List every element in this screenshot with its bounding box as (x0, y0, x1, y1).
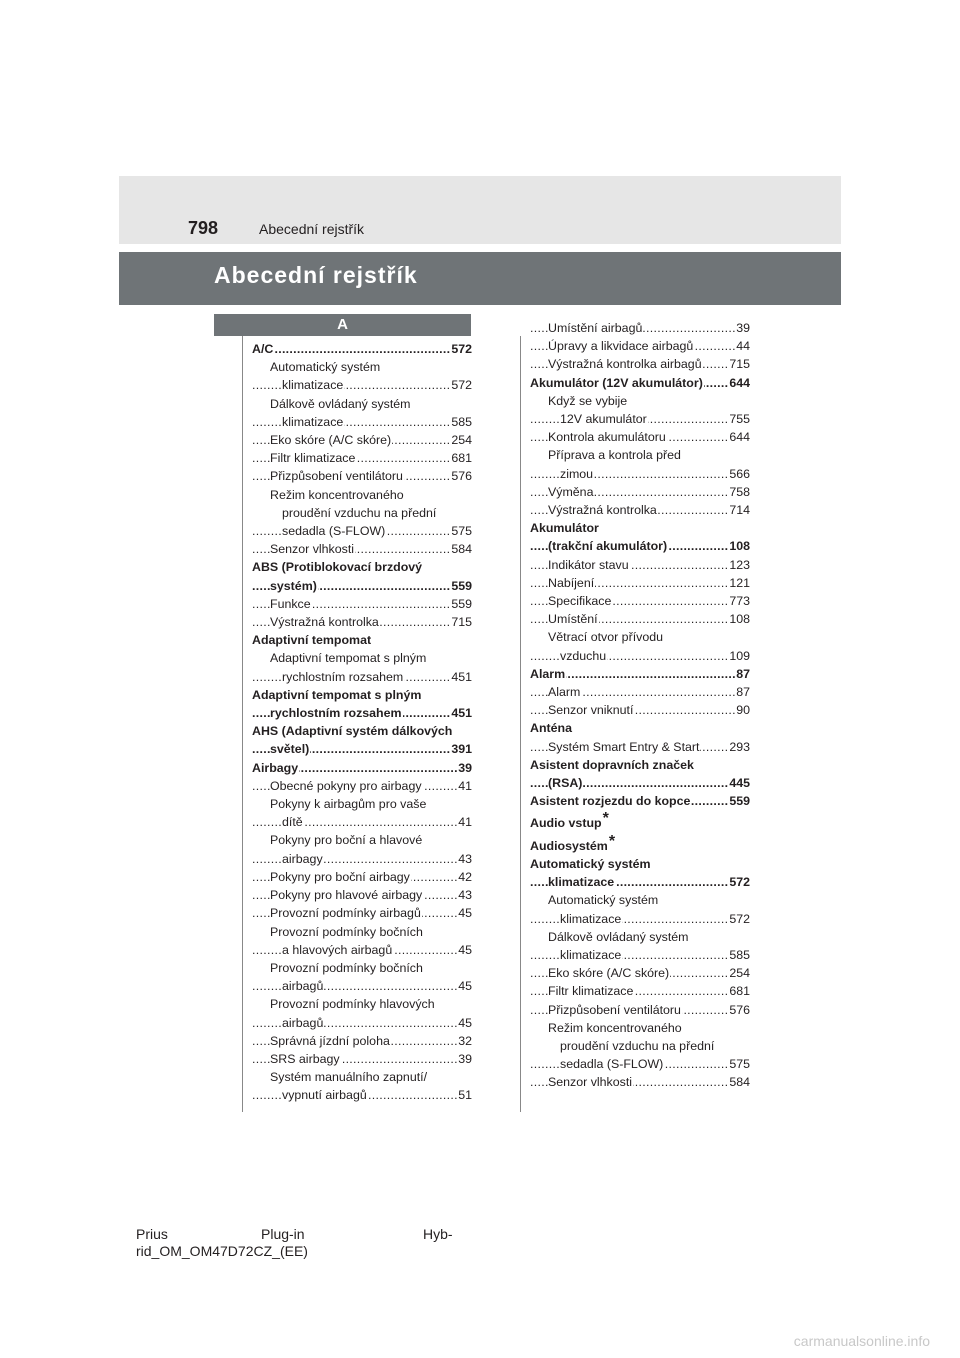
index-entry-text: klimatizace (282, 414, 344, 429)
index-entry-text: (trakční akumulátor) (548, 539, 668, 554)
index-entry (252, 850, 472, 868)
index-entry-text: Adaptivní tempomat s plným (270, 651, 427, 666)
index-page-ref: 681 (450, 449, 472, 467)
index-entry (530, 355, 750, 373)
index-entry-text: Když se vybije (548, 393, 628, 408)
index-entry (252, 886, 472, 904)
index-entry (252, 376, 472, 394)
index-entry (252, 1086, 472, 1104)
index-entry (530, 537, 750, 555)
index-page-ref: 584 (450, 540, 472, 558)
index-page-ref: 559 (450, 577, 472, 595)
index-entry-text: Funkce (270, 596, 311, 611)
index-entry (530, 701, 750, 719)
index-page-ref: 559 (450, 595, 472, 613)
index-entry-text: Senzor vlhkosti (270, 542, 355, 557)
index-entry (530, 665, 750, 683)
index-page-ref: 755 (728, 410, 750, 428)
index-page-ref: 566 (728, 465, 750, 483)
asterisk-icon: * (608, 832, 616, 850)
index-page-ref: 43 (457, 850, 472, 868)
index-entry (252, 759, 472, 777)
index-entry-text: Výstražná kontrolka airbagů (548, 357, 702, 372)
index-page-ref: 584 (728, 1073, 750, 1091)
index-entry-text: Audiosystém (530, 838, 608, 853)
index-page-ref: 644 (728, 428, 750, 446)
index-entry-text: Adaptivní tempomat (252, 633, 372, 648)
index-entry (530, 873, 750, 891)
index-entry-text: Adaptivní tempomat s plným (252, 687, 422, 702)
index-page-ref: 45 (457, 977, 472, 995)
index-page-ref: 39 (457, 1050, 472, 1068)
index-entry-text: Pokyny pro boční airbagy (270, 869, 410, 884)
index-entry-text: Pokyny pro hlavové airbagy (270, 888, 423, 903)
index-entry-text: klimatizace (282, 378, 344, 393)
index-entry-text: proudění vzduchu na přední (282, 505, 437, 520)
index-entry-text: Eko skóre (A/C skóre) (548, 966, 670, 981)
index-entry (530, 833, 750, 855)
index-entry-text: Nabíjení (548, 575, 595, 590)
index-entry (252, 413, 472, 431)
index-entry (252, 777, 472, 795)
index-entry-text: Provozní podmínky bočních (270, 924, 423, 939)
index-entry (530, 810, 750, 832)
index-entry-text: Přizpůsobení ventilátoru (270, 469, 403, 484)
index-entry-text: Anténa (530, 721, 572, 736)
index-entry (530, 647, 750, 665)
index-page-ref: 714 (728, 501, 750, 519)
index-entry-text: Asistent dopravních značek (530, 757, 694, 772)
index-page-ref: 45 (457, 904, 472, 922)
index-entry-text: dítě (282, 815, 303, 830)
index-page-ref: 51 (457, 1086, 472, 1104)
section-letter: A (214, 314, 471, 336)
index-entry (530, 628, 750, 646)
index-entry-text: airbagů (282, 1015, 324, 1030)
index-page-ref: 773 (728, 592, 750, 610)
index-entry-text: Úpravy a likvidace airbagů (548, 339, 694, 354)
index-entry (252, 467, 472, 485)
index-page-ref: 451 (450, 704, 472, 722)
index-entry-text: Alarm (530, 666, 566, 681)
index-entry-text: Příprava a kontrola před (548, 448, 681, 463)
index-page-ref: 758 (728, 483, 750, 501)
index-entry (252, 831, 472, 849)
index-page-ref: 87 (735, 683, 750, 701)
index-entry-text: sedadla (S-FLOW) (282, 524, 386, 539)
index-entry (530, 501, 750, 519)
index-page-ref: 108 (728, 537, 750, 555)
index-entry (252, 722, 472, 740)
index-page-ref: 45 (457, 1014, 472, 1032)
index-entry (252, 1050, 472, 1068)
index-entry (530, 1073, 750, 1091)
index-entry-text: rychlostním rozsahem (270, 706, 402, 721)
index-entry-text: Umístění airbagů (548, 321, 643, 335)
index-entry-text: Provozní podmínky bočních (270, 960, 423, 975)
footer-variant: Plug-in (261, 1226, 305, 1242)
index-entry-text: airbagy (282, 851, 323, 866)
index-entry-text: Filtr klimatizace (548, 984, 634, 999)
index-entry-text: Eko skóre (A/C skóre) (270, 433, 392, 448)
index-entry (252, 941, 472, 959)
index-entry (252, 631, 472, 649)
index-entry-text: vypnutí airbagů (282, 1088, 367, 1103)
index-entry (530, 519, 750, 537)
index-entry (252, 540, 472, 558)
index-page-ref: 585 (728, 946, 750, 964)
index-entry-text: vzduchu (560, 648, 607, 663)
index-page-ref: 644 (728, 374, 750, 392)
index-entry-text: Systém manuálního zapnutí/ (270, 1070, 428, 1085)
index-entry-text: Indikátor stavu (548, 557, 629, 572)
index-page-ref: 254 (450, 431, 472, 449)
index-entry-text: AHS (Adaptivní systém dálkových (252, 724, 453, 739)
index-page-ref: 576 (450, 467, 472, 485)
index-entry-text: rychlostním rozsahem (282, 669, 404, 684)
index-entry (252, 431, 472, 449)
index-entry-text: Filtr klimatizace (270, 451, 356, 466)
index-page-ref: 108 (728, 610, 750, 628)
index-entry (530, 374, 750, 392)
index-entry-text: Pokyny k airbagům pro vaše (270, 797, 427, 812)
column-divider-left (242, 336, 243, 1112)
index-entry-text: ABS (Protiblokovací brzdový (252, 560, 423, 575)
index-entry (252, 595, 472, 613)
index-entry-text: Alarm (548, 685, 581, 700)
index-page-ref: 575 (728, 1055, 750, 1073)
index-entry-text: 12V akumulátor (560, 412, 647, 427)
index-entry (530, 592, 750, 610)
index-entry-text: Provozní podmínky airbagů (270, 906, 421, 921)
index-entry-text: Dálkově ovládaný systém (548, 929, 689, 944)
index-entry (530, 910, 750, 928)
index-page-ref: 576 (728, 1001, 750, 1019)
index-entry (530, 855, 750, 873)
page-number: 798 (188, 218, 219, 238)
index-page-ref: 391 (450, 740, 472, 758)
index-entry (252, 613, 472, 631)
index-entry-text: Obecné pokyny pro airbagy (270, 778, 422, 793)
index-entry-text: Správná jízdní poloha (270, 1033, 390, 1048)
index-entry (252, 449, 472, 467)
index-page-ref: 39 (735, 319, 750, 337)
index-page-ref: 451 (450, 668, 472, 686)
index-entry (252, 577, 472, 595)
index-entry (252, 668, 472, 686)
index-entry-text: klimatizace (560, 911, 622, 926)
index-column-2 (530, 319, 750, 1092)
index-entry (530, 465, 750, 483)
index-entry-text: Přizpůsobení ventilátoru (548, 1002, 681, 1017)
index-entry-text: Automatický systém (270, 360, 381, 375)
index-page-ref: 44 (735, 337, 750, 355)
index-entry-text: klimatizace (560, 947, 622, 962)
index-entry-text: Dálkově ovládaný systém (270, 396, 411, 411)
index-entry (252, 959, 472, 977)
index-column-1 (252, 340, 472, 1105)
index-entry (530, 337, 750, 355)
index-entry (530, 410, 750, 428)
index-page-ref: 109 (728, 647, 750, 665)
index-entry (252, 923, 472, 941)
index-entry-text: Senzor vlhkosti (548, 1075, 633, 1090)
index-page-ref: 681 (728, 982, 750, 1000)
index-entry-text: Airbagy (252, 760, 299, 775)
header-band (119, 176, 841, 244)
index-entry (252, 358, 472, 376)
index-page-ref: 715 (728, 355, 750, 373)
index-page-ref: 90 (735, 701, 750, 719)
index-entry-text: Režim koncentrovaného (270, 487, 404, 502)
index-page-ref: 715 (450, 613, 472, 631)
index-entry-text: Systém Smart Entry & Start (548, 739, 700, 754)
index-entry (252, 558, 472, 576)
index-entry-text: Senzor vniknutí (548, 703, 634, 718)
index-entry-text: světel) (270, 742, 310, 757)
index-entry-text: Asistent rozjezdu do kopce (530, 794, 691, 809)
footer-type: Hyb- (423, 1226, 453, 1242)
index-page-ref: 43 (457, 886, 472, 904)
index-entry (252, 813, 472, 831)
index-page-ref: 32 (457, 1032, 472, 1050)
index-entry (530, 719, 750, 737)
index-entry (252, 686, 472, 704)
index-entry (252, 740, 472, 758)
index-entry (530, 1037, 750, 1055)
index-entry-text: a hlavových airbagů (282, 942, 393, 957)
index-page-ref: 445 (728, 774, 750, 792)
index-page-ref: 572 (728, 873, 750, 891)
index-page-ref: 45 (457, 941, 472, 959)
index-entry-text: Audio vstup (530, 816, 602, 831)
index-entry (252, 340, 472, 358)
index-entry-text: klimatizace (548, 875, 615, 890)
index-entry (252, 904, 472, 922)
index-entry-text: (RSA) (548, 776, 583, 791)
index-entry (530, 1055, 750, 1073)
index-entry (252, 977, 472, 995)
index-entry-text: Akumulátor (12V akumulátor) (530, 375, 703, 390)
index-entry-text: systém) (270, 578, 317, 593)
index-page-ref: 41 (457, 813, 472, 831)
index-entry (252, 522, 472, 540)
index-entry-text: Režim koncentrovaného (548, 1020, 682, 1035)
index-entry (252, 795, 472, 813)
index-entry-text: Umístění (548, 612, 598, 627)
index-entry (252, 704, 472, 722)
index-page-ref: 254 (728, 964, 750, 982)
index-entry-text: Automatický systém (530, 856, 651, 871)
index-entry-text: zimou (560, 466, 594, 481)
index-page-ref: 572 (450, 376, 472, 394)
index-entry (530, 683, 750, 701)
index-page-ref: 121 (728, 574, 750, 592)
index-entry-text: Akumulátor (530, 521, 599, 536)
index-page-ref: 572 (450, 340, 472, 358)
index-page-ref: 559 (728, 792, 750, 810)
index-entry (530, 792, 750, 810)
index-entry-text: Pokyny pro boční a hlavové (270, 833, 423, 848)
index-entry (530, 1001, 750, 1019)
index-entry (530, 738, 750, 756)
index-entry-text: Větrací otvor přívodu (548, 630, 664, 645)
index-entry (252, 995, 472, 1013)
index-entry-text: Výměna (548, 484, 594, 499)
index-entry (252, 1032, 472, 1050)
index-entry-text: SRS airbagy (270, 1051, 340, 1066)
index-entry (530, 982, 750, 1000)
index-entry-text: Kontrola akumulátoru (548, 430, 666, 445)
index-entry (530, 574, 750, 592)
column-divider-middle (520, 336, 521, 1112)
index-entry-text: Výstražná kontrolka (548, 503, 657, 518)
index-entry-text: Výstražná kontrolka (270, 615, 379, 630)
index-page-ref: 41 (457, 777, 472, 795)
footer-model: Prius (136, 1226, 168, 1242)
index-entry-text: sedadla (S-FLOW) (560, 1057, 664, 1072)
asterisk-icon: * (602, 810, 609, 828)
index-entry (530, 774, 750, 792)
index-entry (530, 946, 750, 964)
index-page-ref: 572 (728, 910, 750, 928)
index-entry (252, 1068, 472, 1086)
index-entry-text: Provozní podmínky hlavových (270, 997, 435, 1012)
index-entry (530, 428, 750, 446)
index-entry (252, 868, 472, 886)
index-entry (530, 392, 750, 410)
running-title: Abecední rejstřík (259, 221, 365, 237)
index-entry-text: Specifikace (548, 594, 612, 609)
watermark: carmanualsonline.info (793, 1333, 930, 1349)
index-entry (530, 756, 750, 774)
index-page-ref: 575 (450, 522, 472, 540)
index-entry (530, 446, 750, 464)
index-entry-text: Automatický systém (548, 893, 659, 908)
index-page-ref: 39 (457, 759, 472, 777)
index-entry (530, 928, 750, 946)
index-entry (530, 964, 750, 982)
index-entry (530, 891, 750, 909)
index-entry (530, 610, 750, 628)
footer-code: rid_OM_OM47D72CZ_(EE) (136, 1243, 308, 1259)
index-page-ref: 585 (450, 413, 472, 431)
page-title: Abecední rejstřík (214, 262, 418, 288)
index-entry (530, 319, 750, 337)
index-entry-text: proudění vzduchu na přední (560, 1038, 715, 1053)
index-page-ref: 123 (728, 556, 750, 574)
index-entry (530, 1019, 750, 1037)
index-entry (252, 486, 472, 504)
index-entry (530, 556, 750, 574)
index-entry (530, 483, 750, 501)
index-entry (252, 395, 472, 413)
index-page-ref: 293 (728, 738, 750, 756)
index-entry (252, 1014, 472, 1032)
index-entry (252, 504, 472, 522)
index-entry-text: airbagů (282, 979, 324, 994)
index-page-ref: 42 (457, 868, 472, 886)
index-entry (252, 649, 472, 667)
index-entry-text: A/C (252, 342, 274, 356)
footer (136, 1226, 453, 1260)
index-page-ref: 87 (735, 665, 750, 683)
